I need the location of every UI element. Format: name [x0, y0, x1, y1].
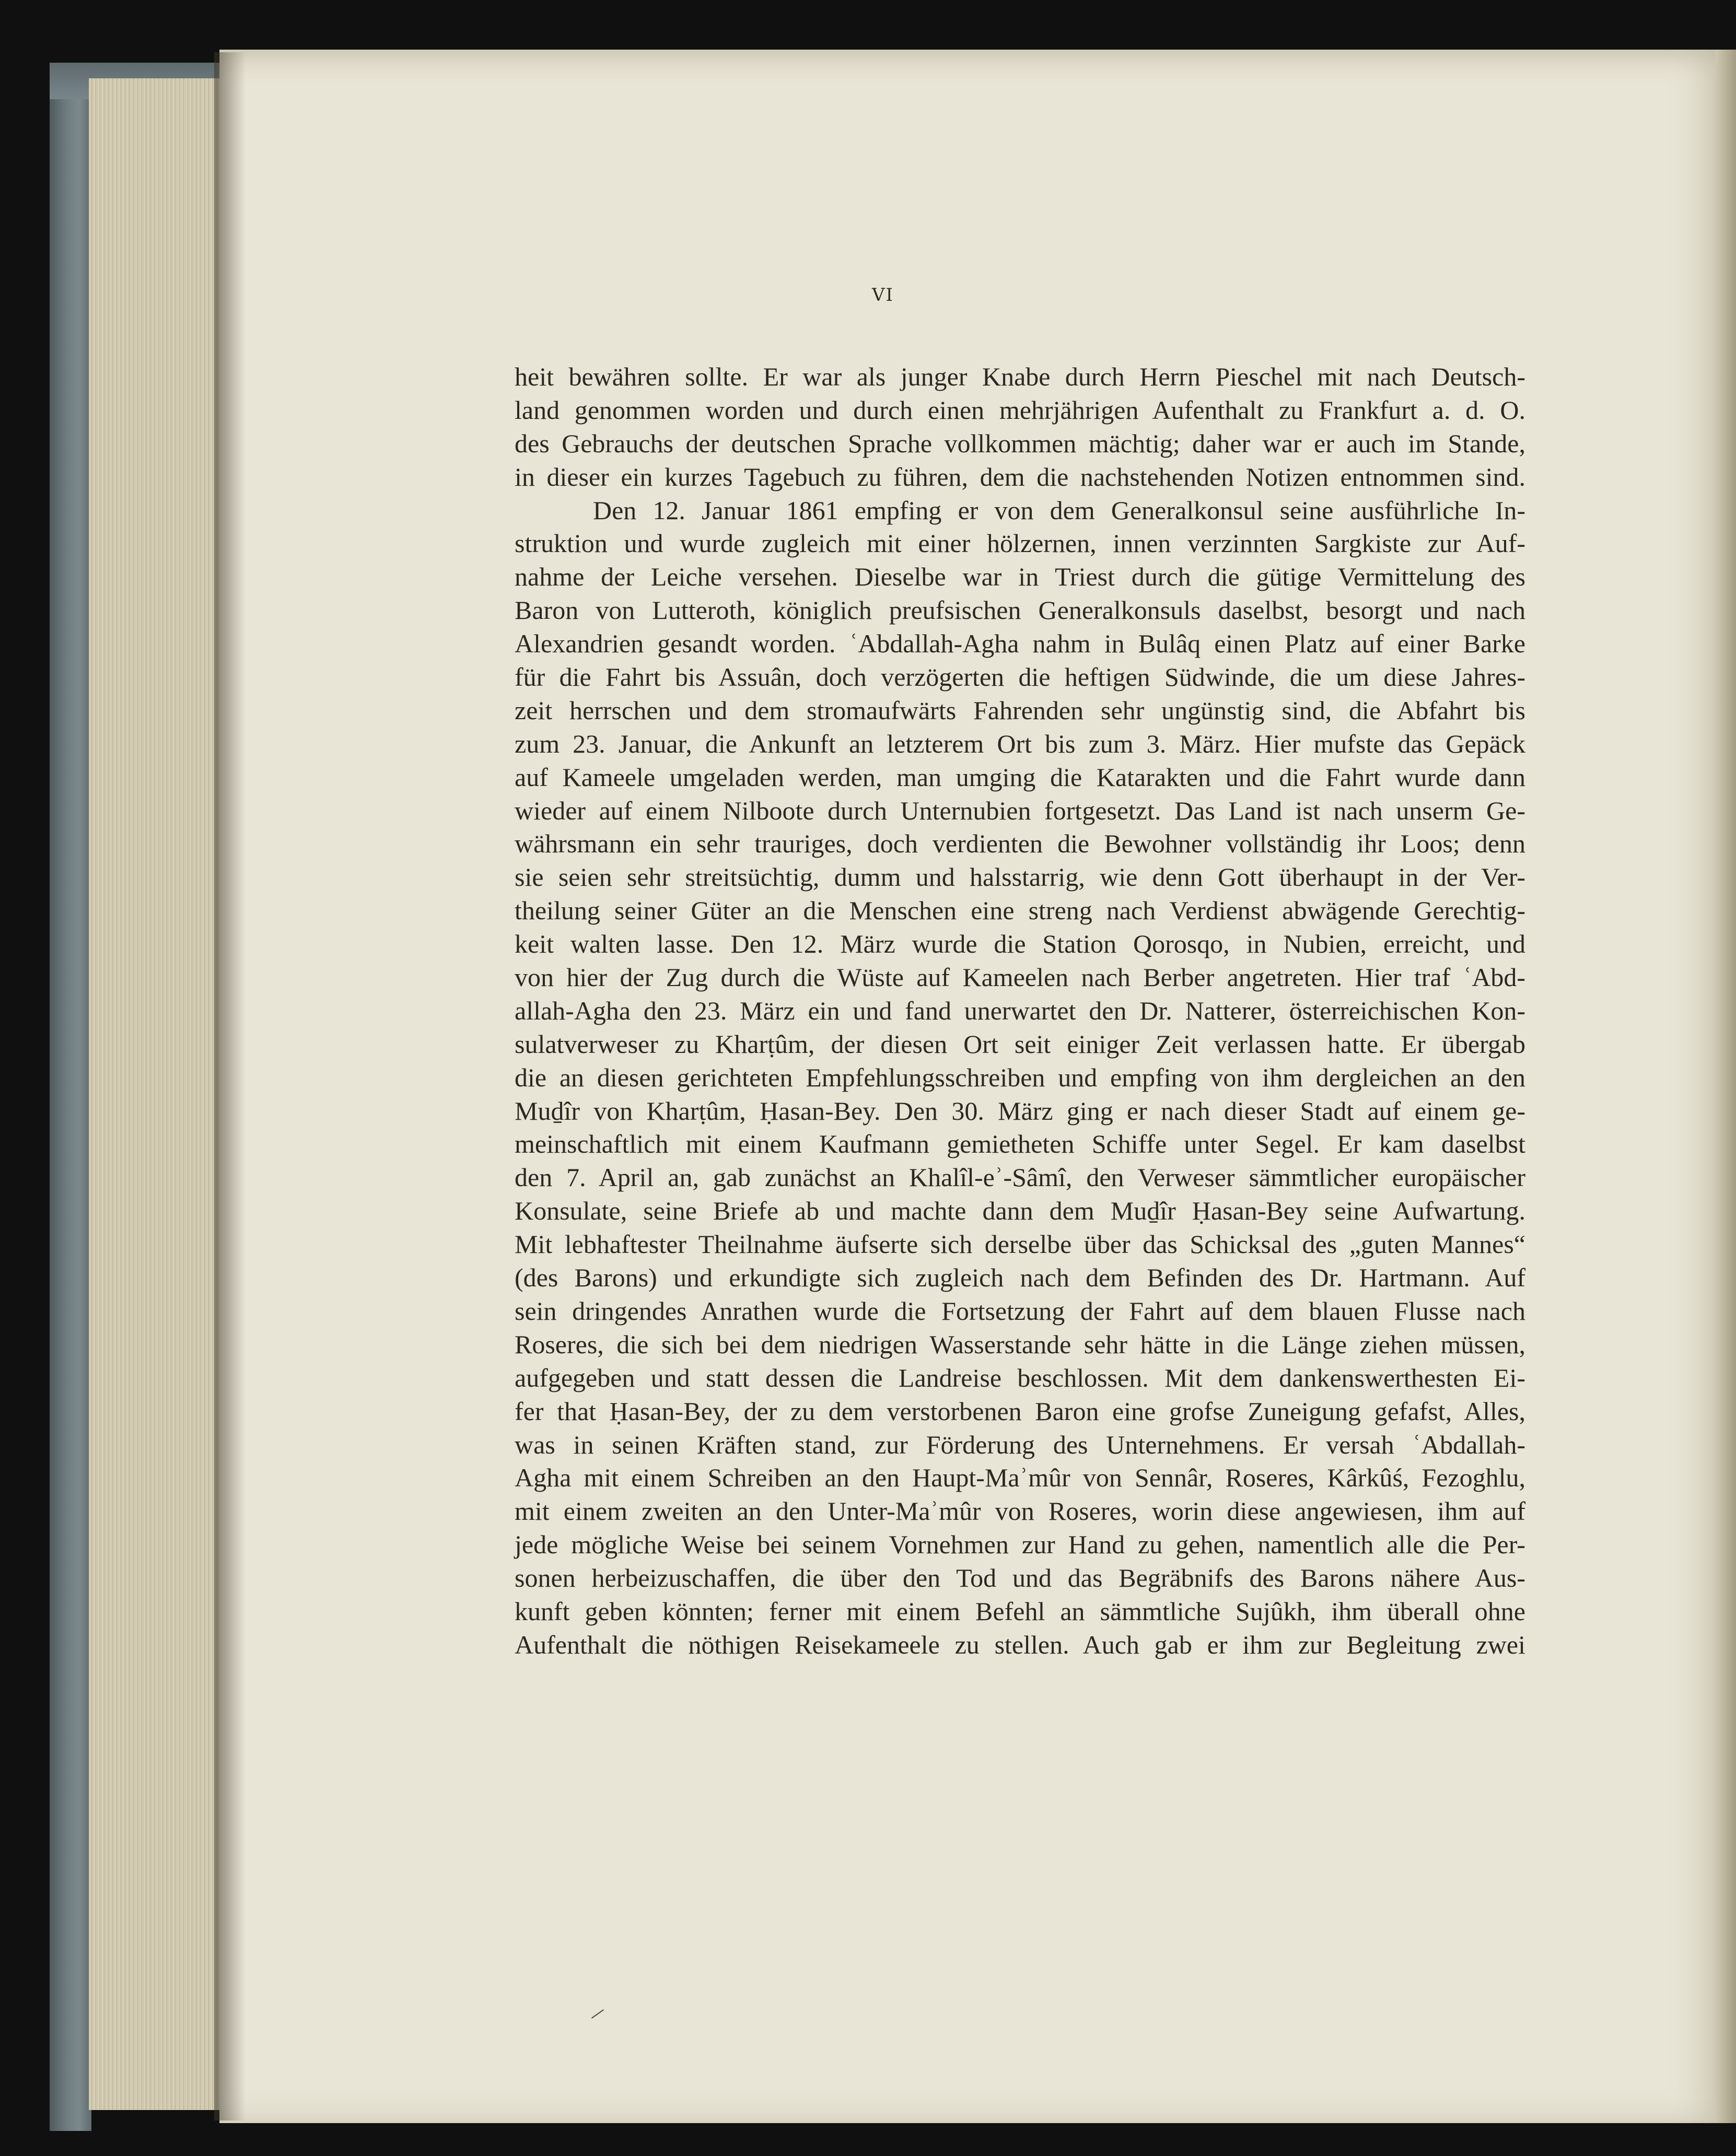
text-line: wieder auf einem Nilboote durch Unternubien fortgesetzt. Das Land ist nach unserm Ge- [515, 795, 1525, 825]
text-line: sonen herbeizuschaffen, die über den Tod und das Begräbnifs des Barons nähere Aus- [515, 1563, 1525, 1593]
gutter-shadow [214, 52, 246, 2120]
text-line: auf Kameele umgeladen werden, man umging die Katarakten und die Fahrt wurde dann [515, 762, 1525, 792]
text-line: was in seinen Kräften stand, zur Förderung des Unternehmens. Er versah ʿAbdallah- [515, 1429, 1525, 1459]
text-line: sulatverweser zu Kharṭûm, der diesen Ort seit einiger Zeit verlassen hatte. Er übergab [515, 1029, 1525, 1059]
text-line: Konsulate, seine Briefe ab und machte dann dem Muḏîr Ḥasan-Bey seine Aufwartung. [515, 1196, 1525, 1226]
text-line: Baron von Lutteroth, königlich preufsischen Generalkonsuls daselbst, besorgt und nach [515, 595, 1525, 625]
text-line: sie seien sehr streitsüchtig, dumm und halsstarrig, wie denn Gott überhaupt in der Ver- [515, 862, 1525, 892]
body-text [515, 360, 1525, 1662]
text-line: nahme der Leiche versehen. Dieselbe war in Triest durch die gütige Vermittelung des [515, 562, 1525, 592]
text-line: theilung seiner Güter an die Menschen eine streng nach Verdienst abwägende Gerechtig- [515, 896, 1525, 925]
text-line: die an diesen gerichteten Empfehlungsschreiben und empfing von ihm dergleichen an den [515, 1062, 1525, 1092]
text-line: Den 12. Januar 1861 empfing er von dem Generalkonsul seine ausführliche In- [593, 495, 1525, 525]
text-line: aufgegeben und statt dessen die Landreise beschlossen. Mit dem dankenswerthesten Ei- [515, 1363, 1525, 1392]
text-line: währsmann ein sehr trauriges, doch verdienten die Bewohner vollständig ihr Loos; denn [515, 829, 1525, 859]
page-right-edge [1715, 50, 1736, 2123]
text-line: meinschaftlich mit einem Kaufmann gemietheten Schiffe unter Segel. Er kam daselbst [515, 1129, 1525, 1159]
text-line: den 7. April an, gab zunächst an Khalîl-eʾ-Sâmî, den Verweser sämmtlicher europäischer [515, 1163, 1525, 1192]
text-line: Alexandrien gesandt worden. ʿAbdallah-Agha nahm in Bulâq einen Platz auf einer Barke [515, 629, 1525, 659]
text-line: heit bewähren sollte. Er war als junger Knabe durch Herrn Pieschel mit nach Deutsch- [515, 362, 1525, 391]
text-line: Aufenthalt die nöthigen Reisekameele zu stellen. Auch gab er ihm zur Begleitung zwei [515, 1630, 1525, 1659]
text-line: sein dringendes Anrathen wurde die Fortsetzung der Fahrt auf dem blauen Flusse nach [515, 1296, 1525, 1326]
text-line: land genommen worden und durch einen mehrjährigen Aufenthalt zu Frankfurt a. d. O. [515, 395, 1525, 425]
text-line: in dieser ein kurzes Tagebuch zu führen, dem die nachstehenden Notizen entnommen sind. [515, 462, 1525, 491]
text-line: des Gebrauchs der deutschen Sprache vollkommen mächtig; daher war er auch im Stande, [515, 428, 1525, 458]
page-edges [89, 78, 222, 2110]
book-cover-spine [50, 63, 91, 2131]
page-number: VI [872, 285, 894, 306]
text-line: zeit herrschen und dem stromaufwärts Fahrenden sehr ungünstig sind, die Abfahrt bis [515, 695, 1525, 725]
text-line: Agha mit einem Schreiben an den Haupt-Maʾmûr von Sennâr, Roseres, Kârkûś, Fezoghlu, [515, 1463, 1525, 1493]
text-line: von hier der Zug durch die Wüste auf Kameelen nach Berber angetreten. Hier traf ʿAbd- [515, 963, 1525, 992]
text-line: Roseres, die sich bei dem niedrigen Wasserstande sehr hätte in die Länge ziehen müssen, [515, 1329, 1525, 1359]
text-line: kunft geben könnten; ferner mit einem Befehl an sämmtliche Sujûkh, ihm überall ohne [515, 1596, 1525, 1626]
text-line: jede mögliche Weise bei seinem Vornehmen zur Hand zu gehen, namentlich alle die Per- [515, 1530, 1525, 1560]
text-line: keit walten lasse. Den 12. März wurde die Station Qorosqo, in Nubien, erreicht, und [515, 929, 1525, 959]
text-line: fer that Ḥasan-Bey, der zu dem verstorbenen Baron eine grofse Zuneigung gefafst, Alles, [515, 1396, 1525, 1426]
text-line: (des Barons) und erkundigte sich zugleich nach dem Befinden des Dr. Hartmann. Auf [515, 1263, 1525, 1293]
text-line: allah-Agha den 23. März ein und fand unerwartet den Dr. Natterer, österreichischen Kon- [515, 995, 1525, 1025]
text-line: struktion und wurde zugleich mit einer hölzernen, innen verzinnten Sargkiste zur Auf- [515, 529, 1525, 558]
text-line: Mit lebhaftester Theilnahme äufserte sich derselbe über das Schicksal des „guten Mannes“ [515, 1229, 1525, 1259]
text-line: für die Fahrt bis Assuân, doch verzögerten die heftigen Südwinde, die um diese Jahres- [515, 662, 1525, 692]
text-line: zum 23. Januar, die Ankunft an letzterem Ort bis zum 3. März. Hier mufste das Gepäck [515, 729, 1525, 758]
text-line: Muḏîr von Kharṭûm, Ḥasan-Bey. Den 30. März ging er nach dieser Stadt auf einem ge- [515, 1096, 1525, 1126]
text-line: mit einem zweiten an den Unter-Maʾmûr von Roseres, worin diese angewiesen, ihm auf [515, 1496, 1525, 1526]
